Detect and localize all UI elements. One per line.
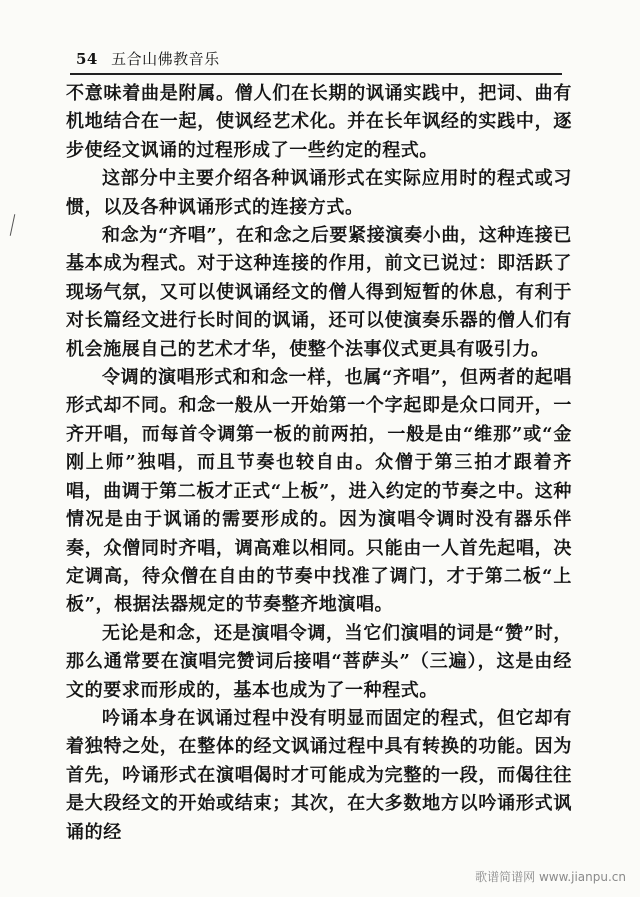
- body-text: [66, 80, 572, 847]
- watermark: 歌谱简谱网 www.jianpu.cn: [475, 870, 626, 884]
- paragraph-2: 这部分中主要介绍各种讽诵形式在实际应用时的程式或习惯，以及各种讽诵形式的连接方式。: [66, 168, 572, 218]
- book-title: 五合山佛教音乐: [111, 50, 220, 68]
- margin-mark: [10, 214, 16, 236]
- paragraph-5: 无论是和念，还是演唱令调，当它们演唱的词是“赞”时，那么通常要在演唱完赞词后接唱“菩萨头”（三遍），这是由经文的要求而形成的，基本也成为了一种程式。: [66, 622, 572, 701]
- paragraph-3: 和念为“齐唱”，在和念之后要紧接演奏小曲，这种连接已基本成为程式。对于这种连接的作用，前文已说过：即活跃了现场气氛，又可以使讽诵经文的僧人得到短暂的休息，有利于对长篇经文进行长时间的讽诵，还可以使演奏乐器的僧人们有机会施展自己的艺术才华，使整个法事仪式更具有吸引力。: [66, 225, 572, 360]
- header-rule: [70, 73, 562, 75]
- paragraph-6: 吟诵本身在讽诵过程中没有明显而固定的程式，但它却有着独特之处，在整体的经文讽诵过程中具有转换的功能。因为首先，吟诵形式在演唱偈时才可能成为完整的一段，而偈往往是大段经文的开始或结束；其次，在大多数地方以吟诵形式讽诵的经: [66, 707, 572, 843]
- paragraph-4: 令调的演唱形式和和念一样，也属“齐唱”，但两者的起唱形式却不同。和念一般从一开始第一个字起即是众口同开，一齐开唱，而每首令调第一板的前两拍，一般是由“维那”或“金刚上师”独唱，而且节奏也较自由。众僧于第三拍才跟着齐唱，曲调于第二板才正式“上板”，进入约定的节奏之中。这种情况是由于讽诵的需要形成的。因为演唱令调时没有器乐伴奏，众僧同时齐唱，调高难以相同。只能由一人首先起唱，决定调高，待众僧在自由的节奏中找准了调门，才于第二板“上板”，根据法器规定的节奏整齐地演唱。: [66, 367, 572, 616]
- page-number: 54: [76, 50, 98, 68]
- running-header: [76, 48, 220, 69]
- paragraph-1: 不意味着曲是附属。僧人们在长期的讽诵实践中，把词、曲有机地结合在一起，使讽经艺术化。并在长年讽经的实践中，逐步使经文讽诵的过程形成了一些约定的程式。: [66, 83, 572, 161]
